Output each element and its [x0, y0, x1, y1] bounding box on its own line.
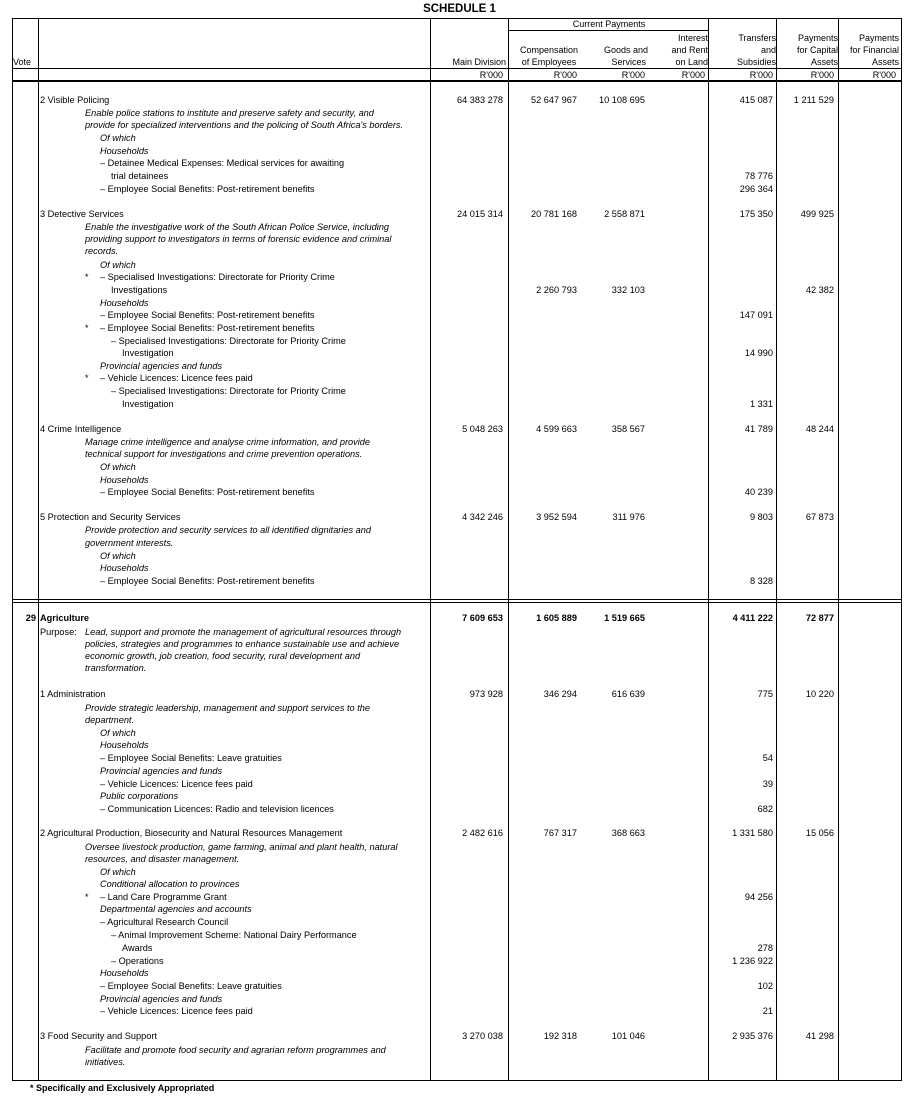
comp-header-2: of Employees	[521, 57, 577, 67]
category-label: Conditional allocation to provinces	[100, 879, 240, 889]
transfers-value: 682	[757, 804, 773, 814]
header-bottom-border	[12, 68, 902, 69]
transfers-value: 102	[757, 981, 773, 991]
purpose-text: economic growth, job creation, food security, rural development and	[85, 651, 361, 661]
col-line-left	[12, 18, 13, 1081]
main-division-header: Main Division	[452, 57, 506, 67]
of-which-label: Of which	[100, 728, 136, 738]
capital-value: 15 056	[805, 828, 834, 838]
transfers-value: 39	[762, 779, 773, 789]
line-item: trial detainees	[111, 171, 169, 181]
financial-header-3: Assets	[871, 57, 899, 67]
comp-value: 4 599 663	[536, 424, 577, 434]
current-payments-header: Current Payments	[572, 19, 646, 29]
appropriation-star: *	[85, 373, 89, 383]
vote-number: 29	[25, 613, 36, 623]
of-which-label: Of which	[100, 133, 136, 143]
main-division-value: 4 342 246	[462, 512, 503, 522]
main-division-value: 3 270 038	[462, 1031, 503, 1041]
line-item: – Employee Social Benefits: Post-retirement benefits	[100, 576, 315, 586]
of-which-label: Of which	[100, 551, 136, 561]
programme-description: technical support for investigations and crime prevention operations.	[85, 449, 363, 459]
col-line-desc	[430, 18, 431, 1081]
appropriation-star: *	[85, 892, 89, 902]
goods-value: 311 976	[612, 512, 645, 522]
transfers-header-3: Subsidies	[736, 57, 776, 67]
unit-financial: R'000	[872, 70, 896, 80]
goods-header-1: Goods and	[603, 45, 648, 55]
transfers-header-2: and	[760, 45, 776, 55]
unit-transfers: R'000	[749, 70, 773, 80]
programme-description: Enable the investigative work of the South African Police Service, including	[85, 222, 390, 232]
interest-header-1: Interest	[677, 33, 708, 43]
capital-value: 67 873	[805, 512, 834, 522]
vote-name: Agriculture	[40, 613, 90, 623]
programme-description: Facilitate and promote food security and agrarian reform programmes and	[85, 1045, 386, 1055]
line-item: – Employee Social Benefits: Post-retirement benefits	[100, 323, 315, 333]
line-item: – Animal Improvement Scheme: National Dairy Performance	[111, 930, 357, 940]
programme-description: government interests.	[85, 538, 174, 548]
line-item: – Detainee Medical Expenses: Medical services for awaiting	[100, 158, 345, 168]
appropriation-star: *	[85, 323, 89, 333]
transfers-value: 94 256	[744, 892, 773, 902]
category-label: Households	[100, 563, 149, 573]
transfers-value: 21	[762, 1006, 773, 1016]
line-item: – Vehicle Licences: Licence fees paid	[100, 373, 253, 383]
capital-header-2: for Capital	[796, 45, 838, 55]
comp-value: 20 781 168	[531, 209, 577, 219]
category-label: Households	[100, 298, 149, 308]
col-line-transfers	[776, 18, 777, 1081]
category-label: Households	[100, 475, 149, 485]
line-item: – Communication Licences: Radio and television licences	[100, 804, 334, 814]
unit-bottom-border	[12, 80, 902, 82]
category-label: Households	[100, 146, 149, 156]
line-item: Investigations	[111, 285, 168, 295]
programme-description: initiatives.	[85, 1057, 126, 1067]
purpose-text: transformation.	[85, 663, 147, 673]
interest-header-3: on Land	[675, 57, 708, 67]
comp-value: 192 318	[543, 1031, 577, 1041]
transfers-header-1: Transfers	[738, 33, 776, 43]
main-division-value: 973 928	[469, 689, 503, 699]
purpose-label: Purpose:	[40, 627, 77, 637]
programme-description: Enable police stations to institute and preserve safety and security, and	[85, 108, 374, 118]
of-which-label: Of which	[100, 260, 136, 270]
line-item: – Operations	[111, 956, 164, 966]
goods-total: 1 519 665	[604, 613, 645, 623]
appropriation-star: *	[85, 272, 89, 282]
capital-value: 41 298	[805, 1031, 834, 1041]
capital-value: 10 220	[805, 689, 834, 699]
line-item: – Employee Social Benefits: Leave gratuities	[100, 753, 282, 763]
goods-value: 358 567	[611, 424, 645, 434]
transfers-value: 175 350	[739, 209, 773, 219]
comp-total: 1 605 889	[536, 613, 577, 623]
table-bottom-border	[12, 1080, 902, 1081]
col-line-vote	[38, 18, 39, 1081]
comp-header-1: Compensation	[519, 45, 579, 55]
category-label: Provincial agencies and funds	[100, 361, 223, 371]
transfers-value: 40 239	[744, 487, 773, 497]
unit-goods: R'000	[621, 70, 645, 80]
programme-description: records.	[85, 246, 119, 256]
goods-value: 2 558 871	[604, 209, 645, 219]
goods-header-2: Services	[611, 57, 646, 67]
capital-value: 42 382	[805, 285, 834, 295]
line-item: Investigation	[122, 399, 174, 409]
table-top-border	[12, 18, 902, 19]
capital-value: 499 925	[800, 209, 834, 219]
unit-interest: R'000	[681, 70, 705, 80]
programme-title: 3 Detective Services	[40, 209, 124, 219]
line-item: – Specialised Investigations: Directorate for Priority Crime	[111, 336, 346, 346]
comp-value: 767 317	[543, 828, 577, 838]
col-line-capital	[838, 18, 839, 1081]
transfers-total: 4 411 222	[732, 613, 773, 623]
category-label: Departmental agencies and accounts	[100, 904, 252, 914]
unit-comp: R'000	[553, 70, 577, 80]
transfers-value: 41 789	[744, 424, 773, 434]
footnote: * Specifically and Exclusively Appropriated	[30, 1083, 215, 1093]
programme-description: department.	[85, 715, 135, 725]
main-division-total: 7 609 653	[462, 613, 503, 623]
financial-header-2: for Financial	[849, 45, 899, 55]
vote-header: Vote	[13, 57, 32, 67]
main-division-value: 24 015 314	[457, 209, 503, 219]
category-label: Provincial agencies and funds	[100, 994, 223, 1004]
current-payments-underline	[509, 30, 709, 31]
programme-title: 3 Food Security and Support	[40, 1031, 157, 1041]
line-item: – Specialised Investigations: Directorate for Priority Crime	[111, 386, 346, 396]
transfers-value: 147 091	[739, 310, 773, 320]
unit-main: R'000	[479, 70, 503, 80]
unit-capital: R'000	[810, 70, 834, 80]
of-which-label: Of which	[100, 867, 136, 877]
financial-header-1: Payments	[858, 33, 899, 43]
line-item: – Employee Social Benefits: Post-retirement benefits	[100, 310, 315, 320]
col-line-main	[508, 18, 509, 1081]
capital-value: 1 211 529	[793, 95, 834, 105]
transfers-value: 775	[757, 689, 773, 699]
transfers-value: 415 087	[739, 95, 773, 105]
main-division-value: 2 482 616	[462, 828, 503, 838]
line-item: – Employee Social Benefits: Post-retirement benefits	[100, 487, 315, 497]
goods-value: 101 046	[611, 1031, 645, 1041]
transfers-value: 54	[762, 753, 773, 763]
category-label: Provincial agencies and funds	[100, 766, 223, 776]
programme-description: providing support to investigators in terms of forensic evidence and criminal	[85, 234, 392, 244]
goods-value: 616 639	[611, 689, 645, 699]
page-title: SCHEDULE 1	[423, 3, 496, 15]
category-label: Public corporations	[100, 791, 179, 801]
line-item: – Agricultural Research Council	[100, 917, 229, 927]
capital-header-1: Payments	[797, 33, 838, 43]
line-item: Awards	[122, 943, 153, 953]
transfers-value: 78 776	[744, 171, 773, 181]
capital-value: 48 244	[805, 424, 834, 434]
transfers-value: 9 803	[750, 512, 773, 522]
capital-total: 72 877	[805, 613, 834, 623]
transfers-value: 1 331 580	[732, 828, 773, 838]
line-item: – Vehicle Licences: Licence fees paid	[100, 1006, 253, 1016]
programme-description: resources, and disaster management.	[85, 854, 240, 864]
purpose-text: policies, strategies and programmes to enhance sustainable use and achieve	[85, 639, 400, 649]
vote-separator-top	[12, 599, 902, 600]
goods-value: 368 663	[611, 828, 645, 838]
transfers-value: 296 364	[739, 184, 773, 194]
col-line-interest	[708, 18, 709, 1081]
interest-header-2: and Rent	[671, 45, 708, 55]
capital-header-3: Assets	[810, 57, 838, 67]
comp-value: 346 294	[543, 689, 577, 699]
category-label: Households	[100, 968, 149, 978]
transfers-value: 1 236 922	[732, 956, 773, 966]
programme-title: 2 Visible Policing	[40, 95, 110, 105]
main-division-value: 5 048 263	[462, 424, 503, 434]
comp-value: 3 952 594	[536, 512, 577, 522]
programme-description: Manage crime intelligence and analyse crime information, and provide	[85, 437, 370, 447]
line-item: – Employee Social Benefits: Leave gratuities	[100, 981, 282, 991]
line-item: – Vehicle Licences: Licence fees paid	[100, 779, 253, 789]
programme-title: 4 Crime Intelligence	[40, 424, 122, 434]
programme-title: 5 Protection and Security Services	[40, 512, 181, 522]
programme-description: Provide strategic leadership, management and support services to the	[85, 703, 370, 713]
programme-title: 2 Agricultural Production, Biosecurity and Natural Resources Management	[40, 828, 343, 838]
transfers-value: 1 331	[750, 399, 773, 409]
line-item: – Employee Social Benefits: Post-retirement benefits	[100, 184, 315, 194]
main-division-value: 64 383 278	[457, 95, 503, 105]
comp-value: 2 260 793	[536, 285, 577, 295]
of-which-label: Of which	[100, 462, 136, 472]
comp-value: 52 647 967	[531, 95, 577, 105]
transfers-value: 8 328	[750, 576, 773, 586]
programme-title: 1 Administration	[40, 689, 106, 699]
programme-description: Provide protection and security services to all identified dignitaries and	[85, 525, 371, 535]
col-line-right	[901, 18, 902, 1081]
line-item: – Specialised Investigations: Directorate for Priority Crime	[100, 272, 335, 282]
vote-separator-bottom	[12, 602, 902, 603]
transfers-value: 14 990	[744, 348, 773, 358]
programme-description: Oversee livestock production, game farming, animal and plant health, natural	[85, 842, 398, 852]
programme-description: provide for specialized interventions and the policing of South Africa's borders.	[85, 120, 404, 130]
transfers-value: 2 935 376	[732, 1031, 773, 1041]
transfers-value: 278	[757, 943, 773, 953]
goods-value: 332 103	[611, 285, 645, 295]
category-label: Households	[100, 740, 149, 750]
goods-value: 10 108 695	[599, 95, 645, 105]
line-item: – Land Care Programme Grant	[100, 892, 227, 902]
purpose-text: Lead, support and promote the management of agricultural resources through	[85, 627, 402, 637]
line-item: Investigation	[122, 348, 174, 358]
